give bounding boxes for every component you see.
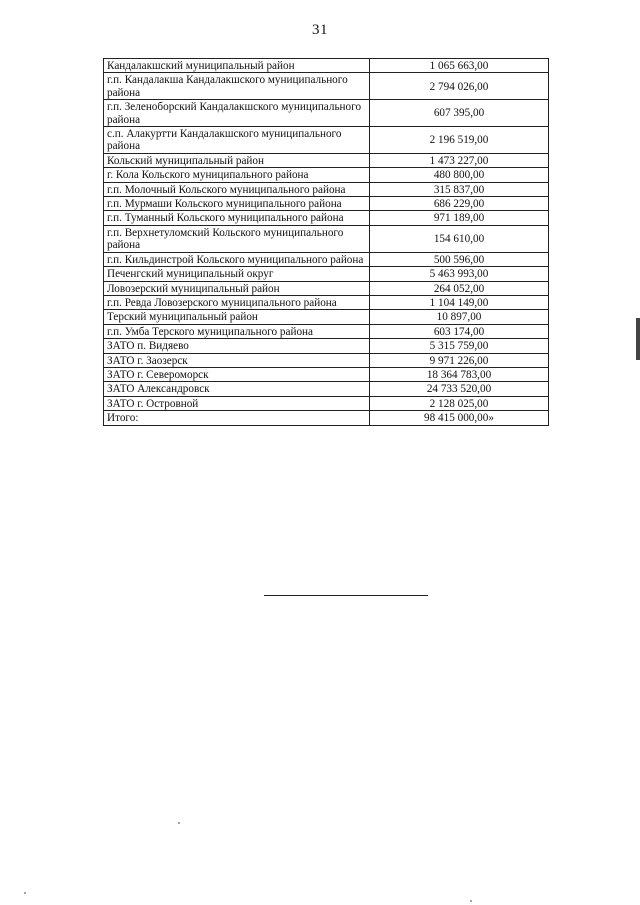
amount-value: 500 596,00 <box>370 252 549 266</box>
municipality-name: с.п. Алакуртти Кандалакшского муниципального района <box>104 127 370 154</box>
municipality-name: ЗАТО г. Североморск <box>104 367 370 381</box>
table-row <box>104 324 549 338</box>
municipality-name: г.п. Умба Терского муниципального района <box>104 324 370 338</box>
budget-table <box>103 58 549 426</box>
municipality-name: г.п. Мурмаши Кольского муниципального района <box>104 197 370 211</box>
amount-value: 315 837,00 <box>370 182 549 196</box>
amount-value: 480 800,00 <box>370 168 549 182</box>
table-row <box>104 295 549 309</box>
municipality-name: г.п. Зеленоборский Кандалакшского муниципального района <box>104 100 370 127</box>
municipality-name: Кандалакшский муниципальный район <box>104 59 370 73</box>
table-row <box>104 382 549 396</box>
scan-edge-mark <box>636 318 640 360</box>
amount-value: 24 733 520,00 <box>370 382 549 396</box>
municipality-name: г. Кола Кольского муниципального района <box>104 168 370 182</box>
table-row <box>104 182 549 196</box>
amount-value: 1 473 227,00 <box>370 153 549 167</box>
scan-speck <box>178 822 180 824</box>
amount-value: 5 315 759,00 <box>370 339 549 353</box>
amount-value: 18 364 783,00 <box>370 367 549 381</box>
scan-speck <box>24 892 26 894</box>
municipality-name: ЗАТО г. Заозерск <box>104 353 370 367</box>
municipality-name: Печенгский муниципальный округ <box>104 267 370 281</box>
table-row <box>104 252 549 266</box>
table-row <box>104 267 549 281</box>
municipality-name: ЗАТО п. Видяево <box>104 339 370 353</box>
municipality-name: г.п. Кандалакша Кандалакшского муниципального района <box>104 73 370 100</box>
table-row <box>104 197 549 211</box>
table-row <box>104 211 549 225</box>
table-row <box>104 353 549 367</box>
municipality-name: г.п. Верхнетуломский Кольского муниципального района <box>104 225 370 252</box>
municipality-name: г.п. Молочный Кольского муниципального района <box>104 182 370 196</box>
amount-value: 264 052,00 <box>370 281 549 295</box>
scan-speck <box>470 900 472 902</box>
table-row <box>104 153 549 167</box>
page-number: 31 <box>312 22 328 38</box>
municipality-name: г.п. Ревда Ловозерского муниципального района <box>104 295 370 309</box>
amount-value: 2 196 519,00 <box>370 127 549 154</box>
total-label: Итого: <box>104 411 370 425</box>
amount-value: 5 463 993,00 <box>370 267 549 281</box>
municipality-name: г.п. Туманный Кольского муниципального района <box>104 211 370 225</box>
table-row <box>104 310 549 324</box>
municipality-name: Терский муниципальный район <box>104 310 370 324</box>
amount-value: 154 610,00 <box>370 225 549 252</box>
table-row <box>104 339 549 353</box>
table-row <box>104 168 549 182</box>
amount-value: 607 395,00 <box>370 100 549 127</box>
municipality-name: Ловозерский муниципальный район <box>104 281 370 295</box>
amount-value: 603 174,00 <box>370 324 549 338</box>
table-row <box>104 59 549 73</box>
amount-value: 9 971 226,00 <box>370 353 549 367</box>
amount-value: 2 128 025,00 <box>370 396 549 410</box>
amount-value: 1 104 149,00 <box>370 295 549 309</box>
municipality-name: ЗАТО г. Островной <box>104 396 370 410</box>
amount-value: 686 229,00 <box>370 197 549 211</box>
table-row <box>104 396 549 410</box>
amount-value: 2 794 026,00 <box>370 73 549 100</box>
table-row <box>104 73 549 100</box>
total-row <box>104 411 549 425</box>
total-amount: 98 415 000,00» <box>370 411 549 425</box>
table-row <box>104 281 549 295</box>
table-row <box>104 367 549 381</box>
table-row <box>104 127 549 154</box>
amount-value: 971 189,00 <box>370 211 549 225</box>
end-separator-line <box>264 595 428 596</box>
amount-value: 1 065 663,00 <box>370 59 549 73</box>
municipality-name: Кольский муниципальный район <box>104 153 370 167</box>
municipality-name: г.п. Кильдинстрой Кольского муниципального района <box>104 252 370 266</box>
amount-value: 10 897,00 <box>370 310 549 324</box>
municipality-name: ЗАТО Александровск <box>104 382 370 396</box>
table-row <box>104 225 549 252</box>
table-row <box>104 100 549 127</box>
